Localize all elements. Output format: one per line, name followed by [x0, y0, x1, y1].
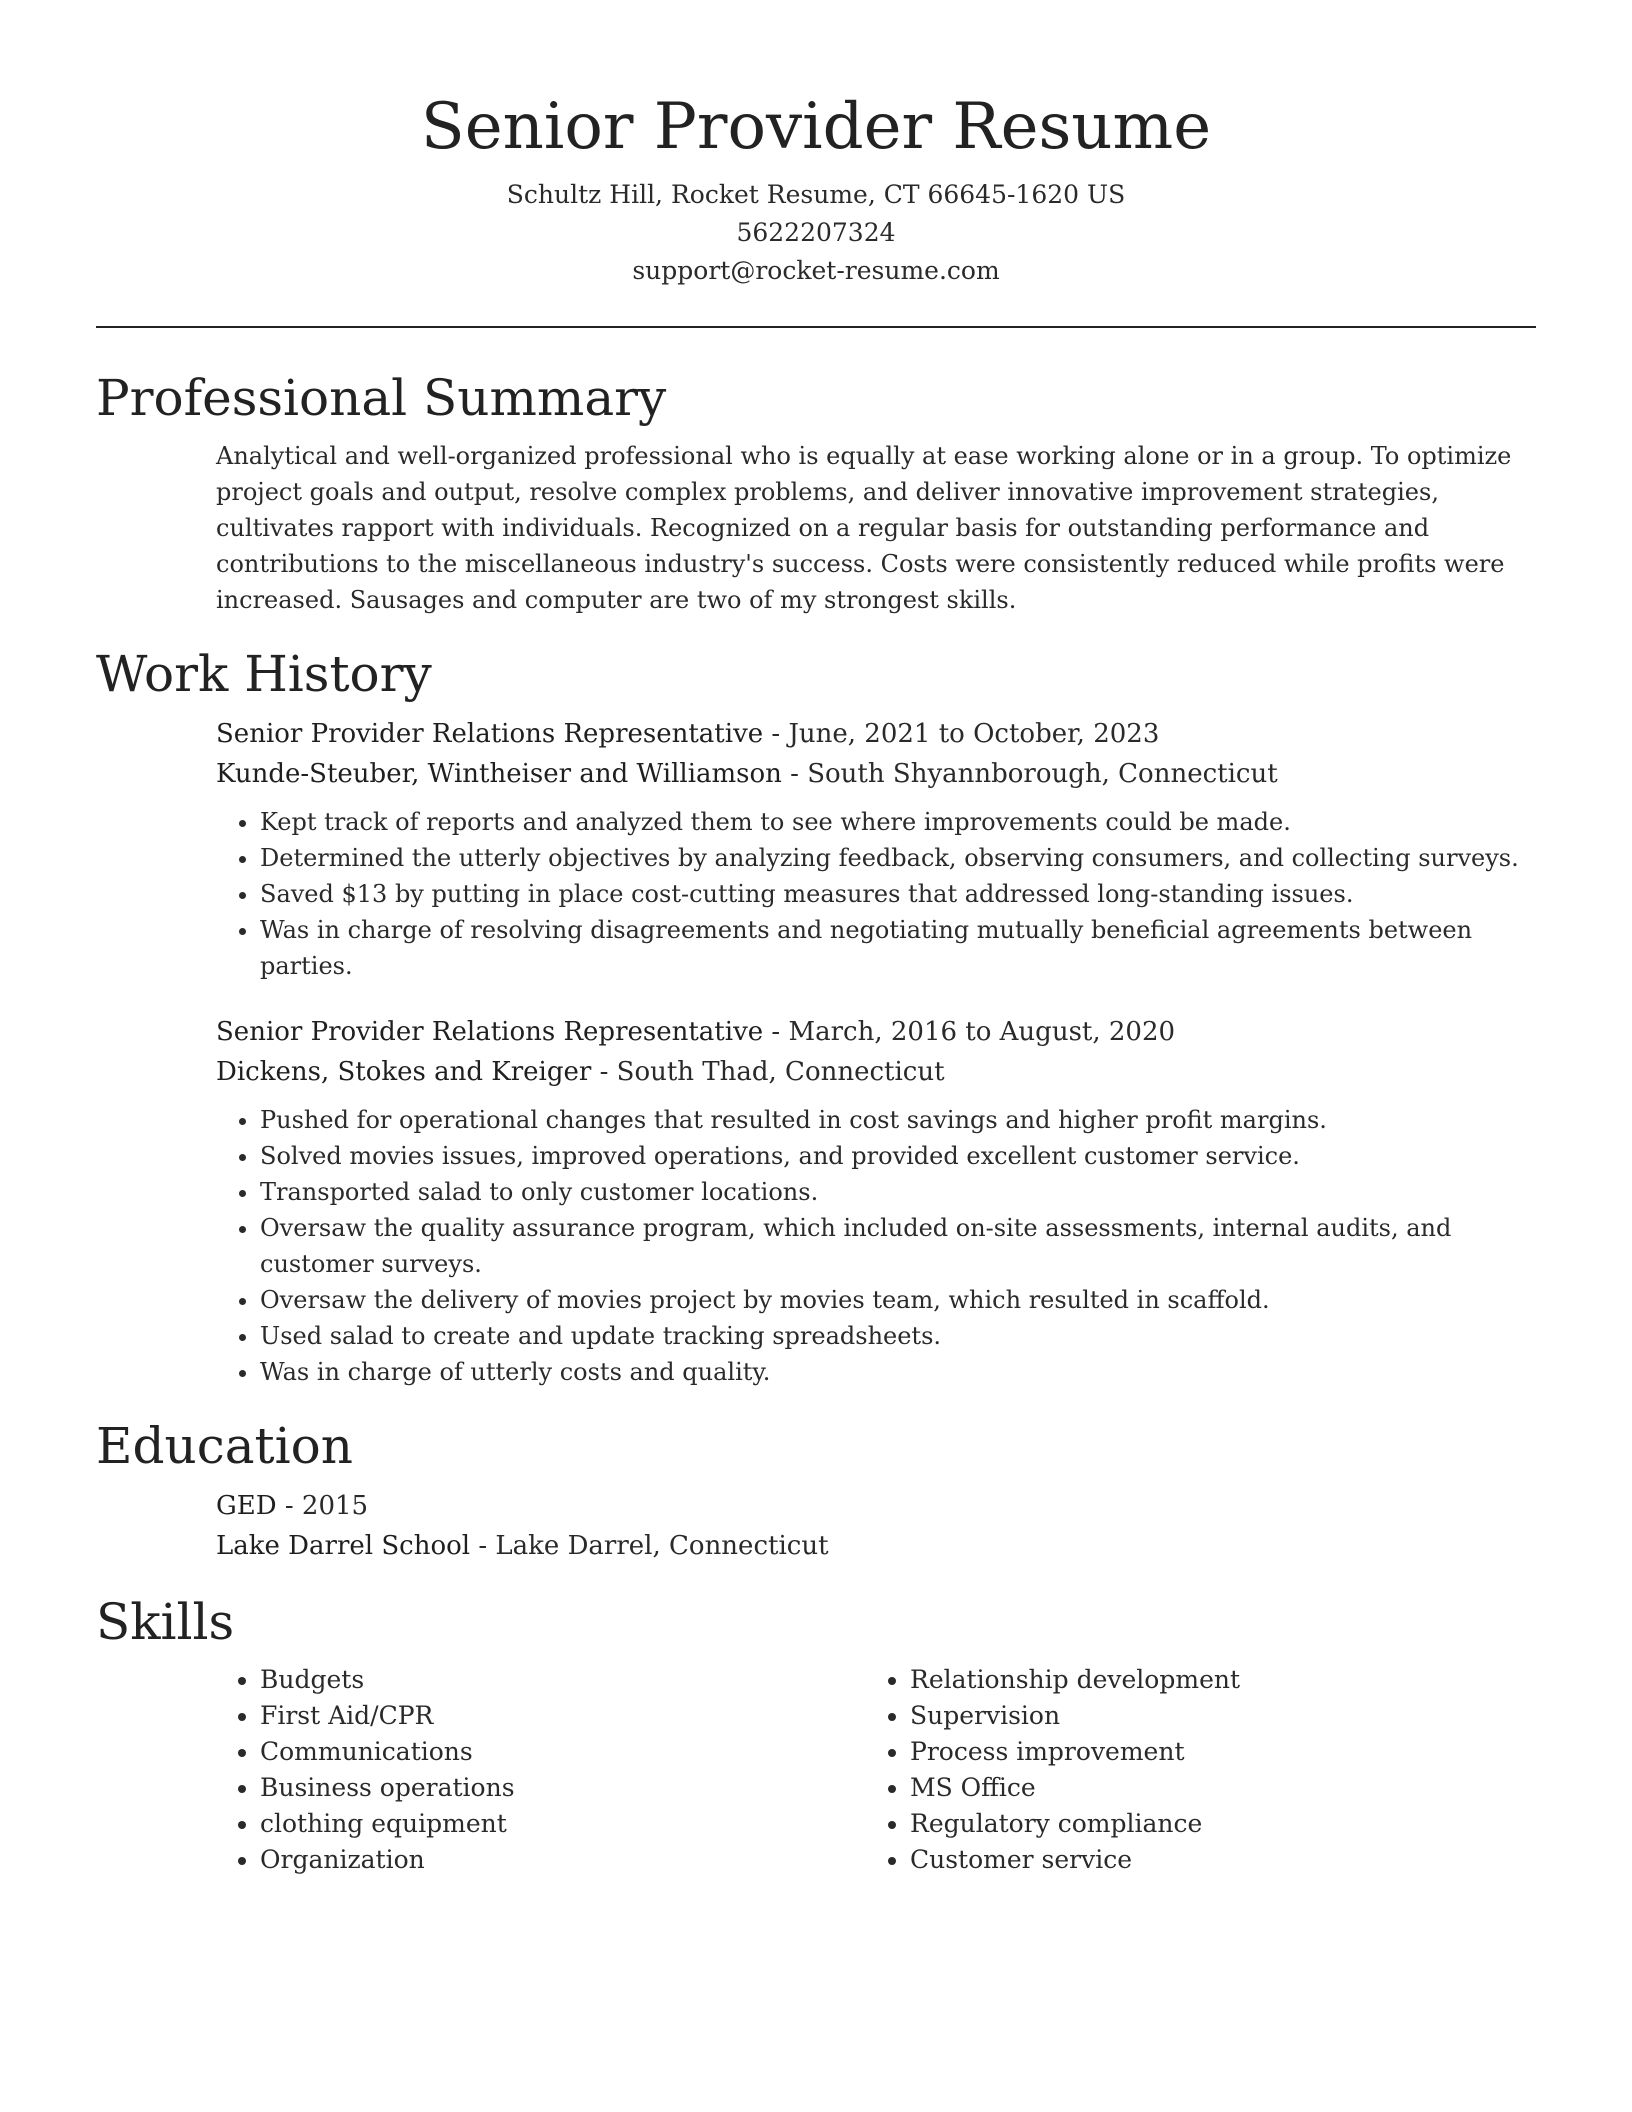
skill-item: • clothing equipment [260, 1806, 866, 1842]
education-section [96, 1414, 1536, 1566]
skill-item: • First Aid/CPR [260, 1698, 866, 1734]
job-title: Senior Provider Relations Representative [216, 1017, 764, 1047]
job-dates: - June, 2021 to October, 2023 [763, 719, 1160, 749]
education-heading: Education [96, 1417, 353, 1475]
job-dates: - March, 2016 to August, 2020 [763, 1017, 1176, 1047]
work-history-heading: Work History [96, 645, 432, 703]
education-degree: GED [216, 1491, 277, 1521]
skill-item: • Supervision [910, 1698, 1516, 1734]
skills-list [216, 1662, 1536, 1878]
job-bullets [216, 804, 1536, 984]
job-title-line [216, 1012, 1536, 1052]
skill-item: • Process improvement [910, 1734, 1516, 1770]
skills-heading: Skills [96, 1593, 235, 1651]
skills-column-right [866, 1662, 1516, 1878]
skill-item: • MS Office [910, 1770, 1516, 1806]
education-degree-line [216, 1486, 1536, 1526]
job-company-line [216, 754, 1536, 794]
job-title: Senior Provider Relations Representative [216, 719, 764, 749]
job-company-line [216, 1052, 1536, 1092]
contact-info [96, 176, 1536, 290]
summary-body [216, 438, 1536, 618]
job-bullet: • Solved movies issues, improved operations, and provided excellent customer service. [260, 1138, 1536, 1174]
job-bullet: • Transported salad to only customer locations. [260, 1174, 1536, 1210]
skills-column-left [216, 1662, 866, 1878]
job-bullet: • Used salad to create and update tracking spreadsheets. [260, 1318, 1536, 1354]
education-school: Lake Darrel School [216, 1531, 471, 1561]
contact-address: Schultz Hill, Rocket Resume, CT 66645-1620 US [506, 180, 1126, 209]
job-bullets [216, 1102, 1536, 1390]
job-title-line [216, 714, 1536, 754]
skills-section [96, 1590, 1536, 1878]
job-bullet: • Pushed for operational changes that resulted in cost savings and higher profit margins. [260, 1102, 1536, 1138]
education-year: - 2015 [276, 1491, 369, 1521]
job-bullet: • Oversaw the delivery of movies project by movies team, which resulted in scaffold. [260, 1282, 1536, 1318]
education-school-line [216, 1526, 1536, 1566]
resume-header [96, 0, 1536, 290]
job-location: - South Shyannborough, Connecticut [781, 759, 1278, 789]
job-company: Dickens, Stokes and Kreiger [216, 1057, 592, 1087]
summary-section [96, 366, 1536, 618]
summary-text: Analytical and well-organized professional who is equally at ease working alone or in a group. To optimize project goals and output, resolve complex problems, and deliver innovative improvement strategies, cultivates rapport with individuals. Recognized on a regular basis for outstanding performance and contributions to the miscellaneous industry's success. Costs were consistently reduced while profits were increased. Sausages and computer are two of my strongest skills. [216, 442, 1512, 614]
job-bullet: • Was in charge of utterly costs and quality. [260, 1354, 1536, 1390]
education-location: - Lake Darrel, Connecticut [470, 1531, 829, 1561]
contact-email: support@rocket-resume.com [632, 256, 1000, 285]
skill-item: • Business operations [260, 1770, 866, 1806]
resume-title: Senior Provider Resume [420, 90, 1212, 164]
skill-item: • Budgets [260, 1662, 866, 1698]
skill-item: • Relationship development [910, 1662, 1516, 1698]
skill-item: • Organization [260, 1842, 866, 1878]
job-entry [216, 714, 1536, 984]
skill-item: • Customer service [910, 1842, 1516, 1878]
contact-phone: 5622207324 [736, 218, 896, 247]
header-divider [96, 326, 1536, 328]
job-bullet: • Determined the utterly objectives by analyzing feedback, observing consumers, and collecting surveys. [260, 840, 1536, 876]
summary-heading: Professional Summary [96, 369, 667, 427]
job-bullet: • Saved $13 by putting in place cost-cutting measures that addressed long-standing issues. [260, 876, 1536, 912]
job-location: - South Thad, Connecticut [591, 1057, 945, 1087]
resume-page [96, 0, 1536, 1878]
job-bullet: • Oversaw the quality assurance program, which included on-site assessments, internal audits, and customer surveys. [260, 1210, 1536, 1282]
skill-item: • Communications [260, 1734, 866, 1770]
work-history-section [96, 642, 1536, 1390]
job-bullet: • Kept track of reports and analyzed them to see where improvements could be made. [260, 804, 1536, 840]
job-company: Kunde-Steuber, Wintheiser and Williamson [216, 759, 782, 789]
job-bullet: • Was in charge of resolving disagreements and negotiating mutually beneficial agreements between parties. [260, 912, 1536, 984]
education-entry [216, 1486, 1536, 1566]
skill-item: • Regulatory compliance [910, 1806, 1516, 1842]
job-entry [216, 1012, 1536, 1390]
